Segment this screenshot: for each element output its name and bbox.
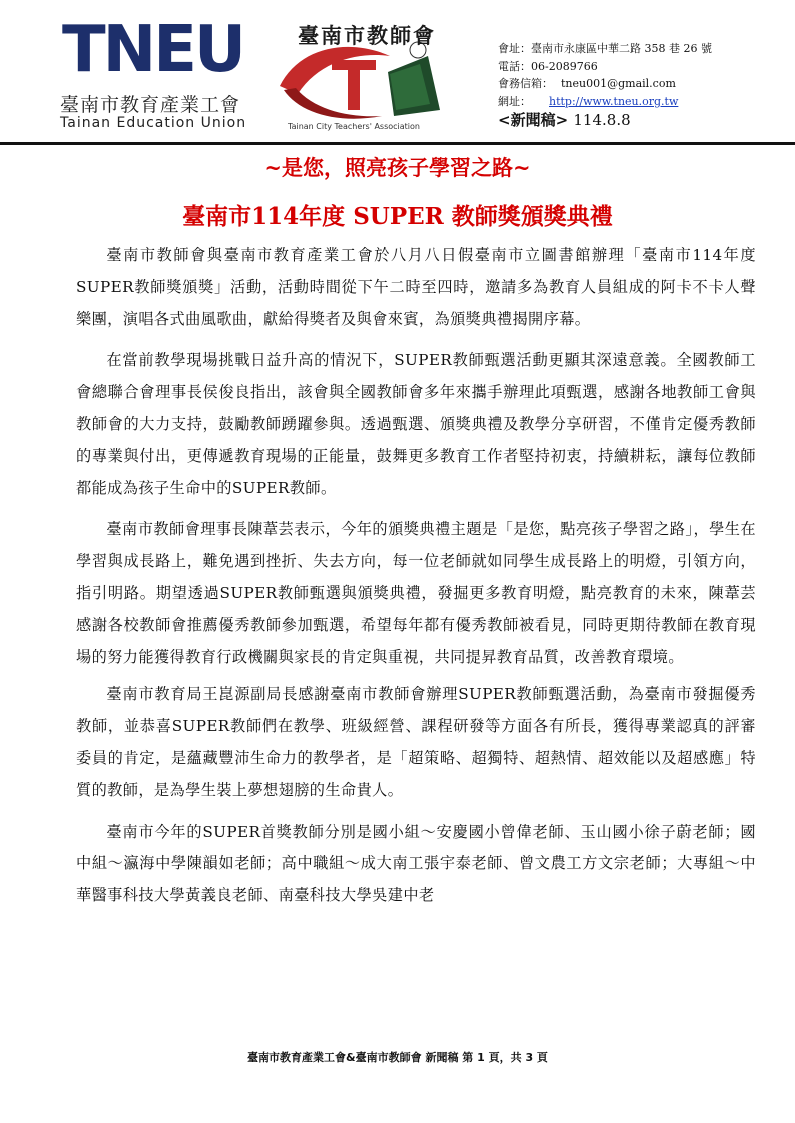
article-body [76, 240, 756, 922]
teachers-association-logo [270, 16, 450, 134]
article-title: 臺南市114年度 SUPER 教師獎頒獎典禮 [182, 203, 613, 230]
press-release-line [498, 112, 788, 130]
teachers-association-logo-name: 臺南市教師會 [298, 23, 436, 48]
tneu-logo [60, 13, 250, 131]
tneu-logo-name: 臺南市教育產業工會 [60, 94, 241, 116]
press-release-date: 114.8.8 [573, 111, 631, 129]
contact-block [498, 40, 788, 130]
paragraph-3: 臺南市教師會理事長陳葦芸表示，今年的頒獎典禮主題是「是您，點亮孩子學習之路」，學生在學習與成長路上，難免遇到挫折、失去方向，每一位老師就如同學生成長路上的明燈，引領方向，指引明路。期望透過SUPER教師甄選與頒獎典禮，發掘更多教育明燈，點亮教育的未來，陳葦芸感謝各校教師會推薦優秀教師參加甄選，希望每年都有優秀教師被看見，同時更期待教師在教育現場的努力能獲得教育行政機關與家長的肯定與重視，共同提昇教育品質，改善教育環境。 [76, 520, 756, 666]
contact-email[interactable]: tneu001@gmail.com [561, 77, 676, 90]
paragraph-1: 臺南市教師會與臺南市教育產業工會於八月八日假臺南市立圖書館辦理「臺南市114年度SUPER教師獎頒獎」活動，活動時間從下午二時至四時，邀請多為教育人員組成的阿卡不卡人聲樂團，演唱各式曲風歌曲，獻給得獎者及與會來賓，為頒獎典禮揭開序幕。 [76, 246, 756, 328]
contact-email-label: 會務信箱： [498, 77, 553, 90]
tneu-logo-mark: TNEU [62, 13, 243, 87]
article-subtitle: ~是您，照亮孩子學習之路~ [264, 155, 531, 180]
press-release-label: <新聞稿> [498, 111, 569, 129]
contact-website-label: 網址： [498, 94, 531, 108]
contact-address: 會址：臺南市永康區中華二路 358 巷 26 號 [498, 42, 712, 55]
contact-website-link[interactable]: http://www.tneu.org.tw [549, 94, 679, 108]
contact-website-row [498, 93, 788, 111]
teachers-association-logo-english: Tainan City Teachers' Association [288, 122, 420, 131]
paragraph-2: 在當前教學現場挑戰日益升高的情況下，SUPER教師甄選活動更顯其深遠意義。全國教師工會總聯合會理事長侯俊良指出，該會與全國教師會多年來攜手辦理此項甄選，感謝各地教師工會與教師會的大力支持，鼓勵教師踴躍參與。透過甄選、頒獎典禮及教學分享研習，不僅肯定優秀教師的專業與付出，更傳遞教育現場的正能量，鼓舞更多教育工作者堅持初衷，持續耕耘，讓每位教師都能成為孩子生命中的SUPER教師。 [76, 351, 756, 497]
page-footer: 臺南市教育產業工會&臺南市教師會 新聞稿 第 1 頁，共 3 頁 [247, 1051, 548, 1064]
contact-email-row [498, 75, 788, 93]
paragraph-4: 臺南市教育局王崑源副局長感謝臺南市教師會辦理SUPER教師甄選活動，為臺南市發掘優秀教師，並恭喜SUPER教師們在教學、班級經營、課程研發等方面各有所長，獲得專業認真的評審委員的肯定，是蘊藏豐沛生命力的教學者，是「超策略、超獨特、超熱情、超效能以及超感應」特質的教師，是為學生裝上夢想翅膀的生命貴人。 [76, 685, 756, 799]
letterhead [0, 0, 795, 140]
header-divider [0, 142, 795, 145]
paragraph-5: 臺南市今年的SUPER首獎教師分別是國小組～安慶國小曾偉老師、玉山國小徐子蔚老師；國中組～瀛海中學陳韻如老師；高中職組～成大南工張宇泰老師、曾文農工方文宗老師；大專組～中華醫事科技大學黃義良老師、南臺科技大學吳建中老 [76, 822, 756, 905]
contact-phone: 電話：06-2089766 [498, 59, 598, 73]
tneu-logo-english: Tainan Education Union [60, 115, 247, 131]
